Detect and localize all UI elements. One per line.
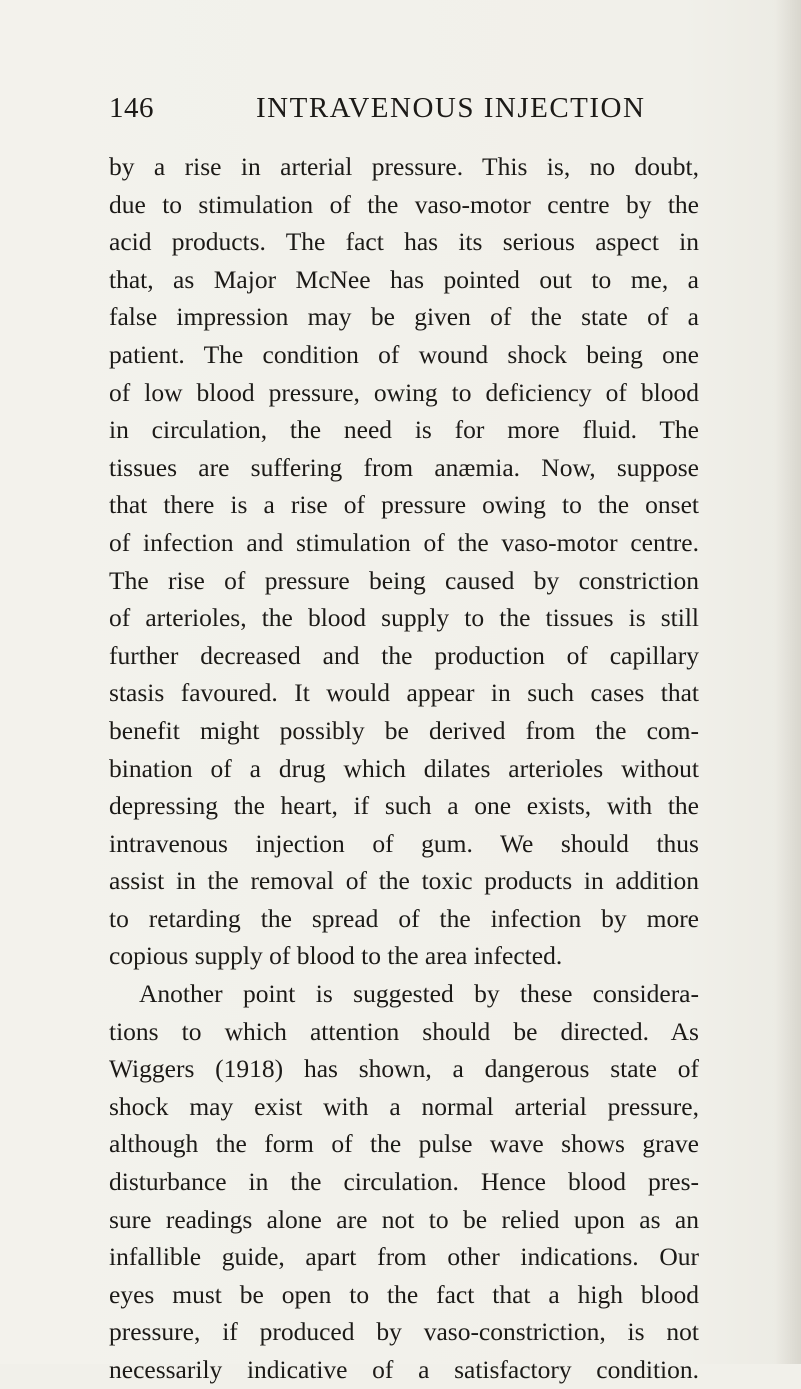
page-edge-shadow (775, 0, 801, 1364)
page-header (109, 88, 669, 132)
page-number: 146 (109, 92, 154, 124)
text-line: further decreased and the production of capillary (109, 640, 699, 670)
text-line: stasis favoured. It would appear in such cases that (109, 678, 699, 708)
text-line: depressing the heart, if such a one exists, with the (109, 791, 699, 821)
body-text (109, 148, 699, 1389)
text-line: tions to which attention should be directed. As (109, 1016, 699, 1046)
text-line: false impression may be given of the state of a (109, 302, 699, 332)
text-line: benefit might possibly be derived from the com- (109, 715, 699, 745)
text-line: disturbance in the circulation. Hence blood pres- (109, 1167, 699, 1197)
text-line: of infection and stimulation of the vaso-motor centre. (109, 527, 699, 557)
text-line: although the form of the pulse wave shows grave (109, 1129, 699, 1159)
text-line: in circulation, the need is for more fluid. The (109, 415, 699, 445)
text-line: assist in the removal of the toxic products in addition (109, 866, 699, 896)
text-line: of low blood pressure, owing to deficiency of blood (109, 377, 699, 407)
text-line: necessarily indicative of a satisfactory condition. (109, 1355, 699, 1384)
text-line: that there is a rise of pressure owing to the onset (109, 490, 699, 520)
text-line: acid products. The fact has its serious aspect in (109, 227, 699, 257)
paragraph-start-line: Another point is suggested by these considera- (139, 979, 699, 1009)
text-line: by a rise in arterial pressure. This is, no doubt, (109, 152, 699, 181)
text-line: Wiggers (1918) has shown, a dangerous state of (109, 1054, 699, 1084)
text-line: patient. The condition of wound shock being one (109, 339, 699, 369)
text-line: The rise of pressure being caused by constriction (109, 565, 699, 595)
text-line: intravenous injection of gum. We should thus (109, 828, 699, 858)
text-line: that, as Major McNee has pointed out to me, a (109, 264, 699, 294)
text-line: bination of a drug which dilates arterioles without (109, 753, 699, 783)
text-line: infallible guide, apart from other indications. Our (109, 1242, 699, 1272)
text-line: tissues are suffering from anæmia. Now, suppose (109, 452, 699, 482)
text-line: shock may exist with a normal arterial pressure, (109, 1091, 699, 1121)
text-line: due to stimulation of the vaso-motor centre by the (109, 189, 699, 219)
text-line: pressure, if produced by vaso-constriction, is not (109, 1317, 699, 1347)
text-line: of arterioles, the blood supply to the tissues is still (109, 603, 699, 633)
running-head: INTRAVENOUS INJECTION (256, 92, 646, 124)
text-line: to retarding the spread of the infection by more (109, 903, 699, 933)
text-line: sure readings alone are not to be relied upon as an (109, 1204, 699, 1234)
text-line: eyes must be open to the fact that a high blood (109, 1279, 699, 1309)
paragraph-end-line: copious supply of blood to the area infected. (109, 941, 563, 971)
